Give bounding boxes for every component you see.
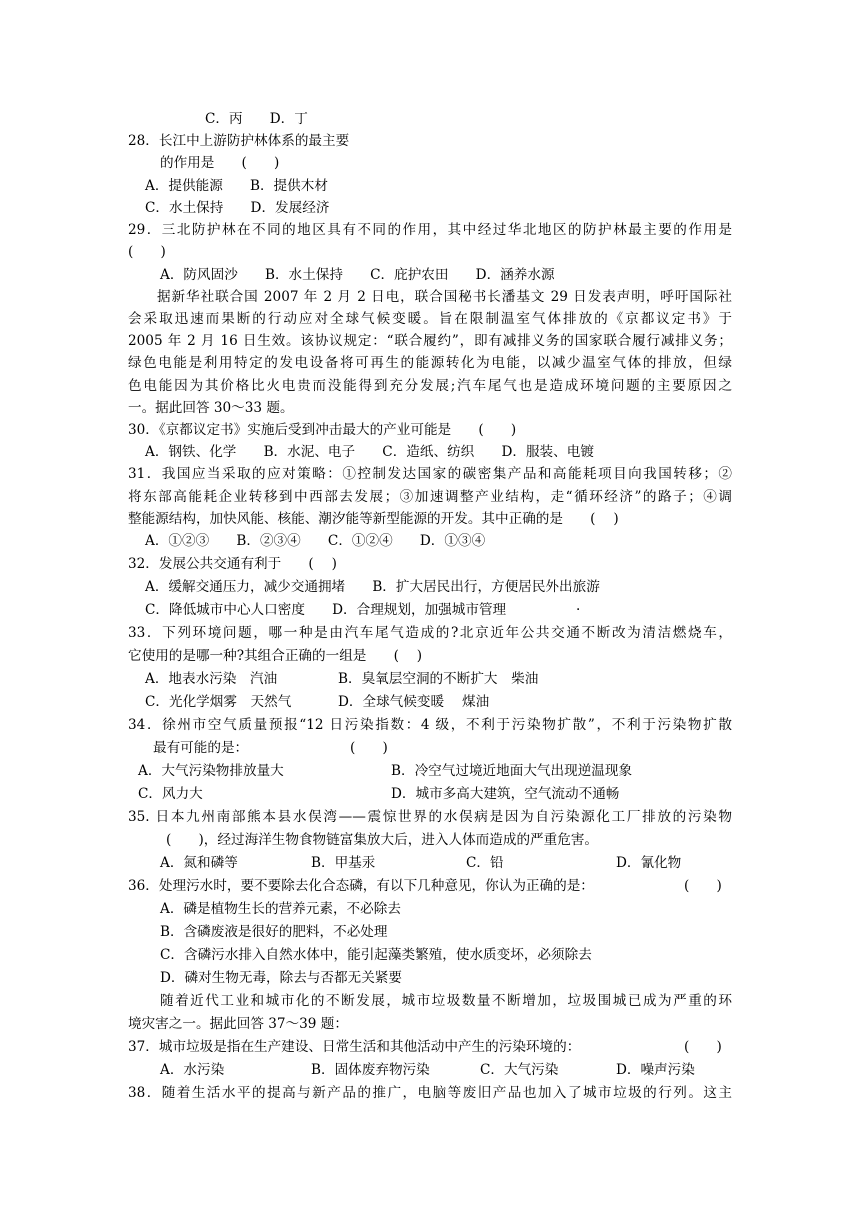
q37-bracket: ( ) [684,1039,722,1055]
q28-stem-cont: 的作用是 ( ) [160,155,280,171]
q36-option-c: C．含磷污水排入自然水体中，能引起藻类繁殖，使水质变坏，必须除去 [160,947,592,963]
q28-options-cd: C．水土保持 D．发展经济 [145,200,330,216]
q29-stem: 29．三北防护林在不同的地区具有不同的作用，其中经过华北地区的防护林最主要的作用是 [128,222,732,238]
q36-stem: 36．处理污水时，要不要除去化合态磷，有以下几种意见，你认为正确的是： [128,878,594,894]
passage-2-line-1: 随着近代工业和城市化的不断发展，城市垃圾数量不断增加，垃圾围城已成为严重的环 [160,993,732,1009]
passage-1-line-3: 2005 年 2 月 16 日生效。该协议规定：“联合履约”，即有减排义务的国家联合履行减排义务； [128,333,732,349]
q34-option-a: A．大气污染物排放量大 [138,763,284,779]
q33-stem-1: 33．下列环境问题，哪一种是由汽车尾气造成的?北京近年公共交通不断改为清洁燃烧车， [128,625,732,641]
q32-options-ab: A．缓解交通压力，减少交通拥堵 B．扩大居民出行，方便居民外出旅游 [145,579,600,595]
q35-option-a: A．氮和磷等 [160,855,238,871]
q34-option-c: C．风力大 [138,786,203,802]
q36-option-d: D．磷对生物无毒，除去与否都无关紧要 [160,970,402,986]
q31-stem-2: 将东部高能耗企业转移到中西部去发展；③加速调整产业结构，走“循环经济”的路子；④调 [128,489,732,505]
q32-stem: 32．发展公共交通有利于 ( ) [128,556,337,572]
passage-1-line-2: 会采取迅速而果断的行动应对全球气候变暖。旨在限制温室气体排放的《京都议定书》于 [128,311,732,327]
q37-option-b: B．固体废弃物污染 [311,1062,430,1078]
q33-option-a: A．地表水污染 汽油 [145,671,278,687]
passage-1-line-4: 绿色电能是利用特定的发电设备将可再生的能源转化为电能，以减少温室气体的排放，但绿 [128,355,732,371]
q33-option-d: D．全球气候变暖 煤油 [338,694,490,710]
passage-1-line-5: 色电能因为其价格比火电贵而没能得到充分发展;汽车尾气也是造成环境问题的主要原因之 [128,378,732,394]
q34-stem-1: 34．徐州市空气质量预报“12 日污染指数：4 级，不利于污染物扩散”，不利于污染物扩散 [128,717,732,733]
q37-option-a: A．水污染 [160,1062,225,1078]
stray-dot: · [576,602,581,618]
q35-option-d: D．氰化物 [616,855,682,871]
passage-2-line-2: 境灾害之一。据此回答 37～39 题： [128,1016,348,1032]
q31-options: A．①②③ B．②③④ C．①②④ D．①③④ [145,533,486,549]
q32-options-cd: C．降低城市中心人口密度 D．合理规划，加强城市管理 [145,602,507,618]
q31-stem-1: 31．我国应当采取的应对策略：①控制发达国家的碳密集产品和高能耗项目向我国转移；② [128,466,732,482]
q33-option-b: B．臭氧层空洞的不断扩大 柴油 [338,671,539,687]
q29-options: A．防风固沙 B．水土保持 C．庇护农田 D．涵养水源 [160,267,555,283]
q36-option-b: B．含磷废液是很好的肥料，不必处理 [160,924,388,940]
q36-bracket: ( ) [684,878,722,894]
q35-option-b: B．甲基汞 [311,855,376,871]
q34-bracket: ( ) [350,740,388,756]
passage-1-line-1: 据新华社联合国 2007 年 2 月 2 日电，联合国秘书长潘基文 29 日发表声明，呼吁国际社 [157,289,732,305]
q34-option-d: D．城市多高大建筑，空气流动不通畅 [391,786,620,802]
q34-option-b: B．冷空气过境近地面大气出现逆温现象 [391,763,633,779]
q37-option-d: D．噪声污染 [616,1062,695,1078]
q31-stem-3: 整能源结构，加快风能、核能、潮汐能等新型能源的开发。其中正确的是 ( ) [128,511,619,527]
q29-bracket: ( ) [128,244,166,260]
q37-stem: 37．城市垃圾是指在生产建设、日常生活和其他活动中产生的污染环境的： [128,1039,581,1055]
passage-1-line-6: 一。据此回答 30～33 题。 [128,400,294,416]
q27-options-cd: C．丙 D．丁 [205,111,308,127]
q36-option-a: A．磷是植物生长的营养元素，不必除去 [160,901,401,917]
q35-stem-1: 35. 日本九州南部熊本县水俣湾——震惊世界的水俣病是因为自污染源化工厂排放的污染物 [128,809,732,825]
q34-stem-2: 最有可能的是： [153,740,249,756]
q28-stem: 28．长江中上游防护林体系的最主要 [128,133,350,149]
q37-option-c: C．大气污染 [480,1062,559,1078]
q33-option-c: C．光化学烟雾 天然气 [145,694,292,710]
q35-stem-2: ( )，经过海洋生物食物链富集放大后，进入人体而造成的严重危害。 [166,832,599,848]
q30-stem: 30．《京都议定书》实施后受到冲击最大的产业可能是 ( ) [128,422,517,438]
q30-options: A．钢铁、化学 B．水泥、电子 C．造纸、纺织 D．服装、电镀 [145,444,594,460]
q28-options-ab: A．提供能源 B．提供木材 [145,178,328,194]
q35-option-c: C．铅 [466,855,504,871]
q38-stem: 38．随着生活水平的提高与新产品的推广，电脑等废旧产品也加入了城市垃圾的行列。这主 [128,1085,732,1101]
q33-stem-2: 它使用的是哪一种?其组合正确的一组是 ( ) [128,648,423,664]
